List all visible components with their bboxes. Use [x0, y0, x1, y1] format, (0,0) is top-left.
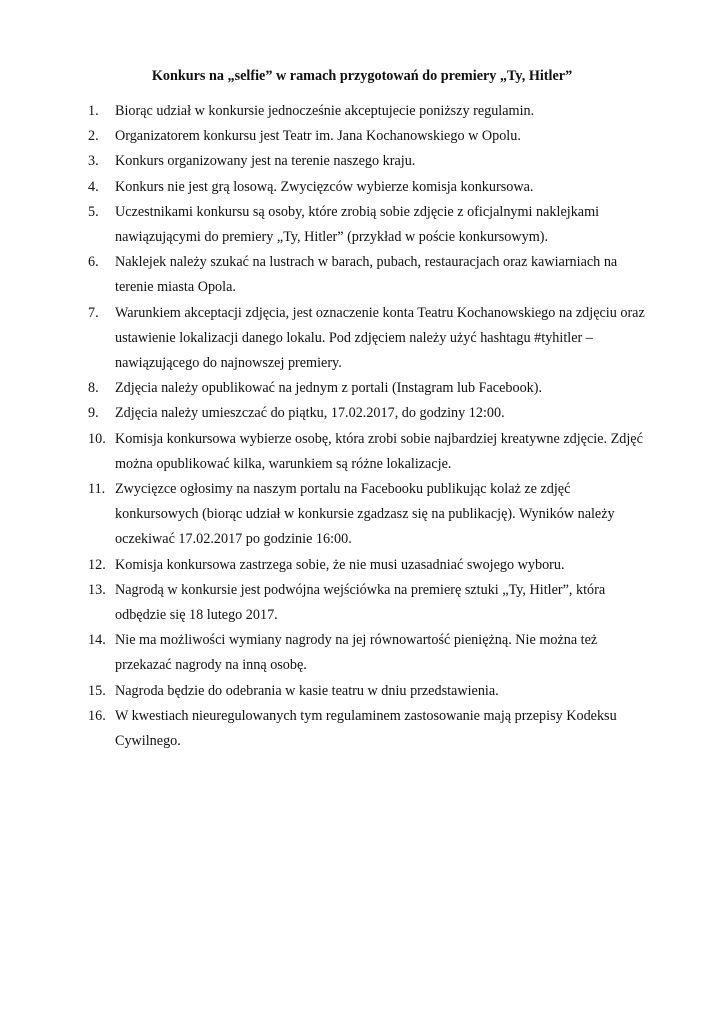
rule-number: 6.	[88, 254, 99, 271]
rule-text: Konkurs organizowany jest na terenie naszego kraju.	[115, 153, 416, 170]
rule-number: 8.	[88, 380, 99, 397]
rule-text: Uczestnikami konkursu są osoby, które zrobią sobie zdjęcie z oficjalnymi naklejkami nawiązującymi do premiery „Ty, Hitler” (przykład w poście konkursowym).	[115, 203, 600, 246]
rule-text: Komisja konkursowa wybierze osobę, która zrobi sobie najbardziej kreatywne zdjęcie. Zdjęć można opublikować kilka, warunkiem są różne lokalizacje.	[115, 430, 643, 472]
rule-number: 12.	[88, 556, 106, 573]
rule-text: Zdjęcia należy opublikować na jednym z portali (Instagram lub Facebook).	[115, 380, 543, 397]
rule-number: 5.	[88, 203, 99, 220]
rule-text: Konkurs nie jest grą losową. Zwycięzców wybierze komisja konkursowa.	[115, 178, 534, 195]
rule-item-7	[88, 301, 648, 377]
rule-item-5	[88, 200, 648, 250]
rule-number: 2.	[88, 128, 99, 145]
document-title: Konkurs na „selfie” w ramach przygotowań do premiery „Ty, Hitler”	[151, 68, 573, 84]
rule-item-6	[88, 250, 648, 300]
rule-number: 10.	[88, 430, 106, 447]
rule-item-8	[88, 376, 648, 401]
rule-number: 9.	[88, 405, 99, 422]
rule-number: 14.	[88, 632, 106, 649]
rule-text: Warunkiem akceptacji zdjęcia, jest oznaczenie konta Teatru Kochanowskiego na zdjęciu oraz ustawienie lokalizacji danego lokalu. Pod zdjęciem należy użyć hashtagu #tyhitler – nawiązującego do najnowszej premiery.	[115, 304, 645, 372]
rule-text: Zwycięzce ogłosimy na naszym portalu na Facebooku publikując kolaż ze zdjęć konkursowych (biorąc udział w konkursie zgadzasz się na publikację). Wyników należy oczekiwać 17.02.2017 po godzinie 16:00.	[115, 481, 615, 548]
rule-item-3	[88, 149, 648, 174]
rule-item-13	[88, 578, 648, 628]
rule-number: 4.	[88, 178, 99, 195]
rule-text: Nagroda będzie do odebrania w kasie teatru w dniu przedstawienia.	[115, 682, 499, 699]
rule-item-11	[88, 477, 648, 553]
rule-item-15	[88, 679, 648, 704]
rule-text: Nagrodą w konkursie jest podwójna wejściówka na premierę sztuki „Ty, Hitler”, która odbędzie się 18 lutego 2017.	[115, 581, 606, 624]
rule-item-9	[88, 401, 648, 426]
rule-number: 15.	[88, 682, 106, 699]
rule-number: 11.	[88, 481, 106, 498]
rule-item-16	[88, 704, 648, 754]
rule-number: 7.	[88, 304, 99, 321]
rule-number: 1.	[88, 103, 99, 119]
rule-item-10	[88, 427, 648, 477]
rule-text: Nie ma możliwości wymiany nagrody na jej równowartość pieniężną. Nie można też przekazać nagrody na inną osobę.	[115, 632, 598, 674]
rule-item-4	[88, 175, 648, 200]
rule-item-2	[88, 124, 648, 149]
rule-item-1	[88, 99, 648, 124]
rule-text: Zdjęcia należy umieszczać do piątku, 17.02.2017, do godziny 12:00.	[115, 405, 505, 422]
rule-number: 3.	[88, 153, 99, 170]
rule-text: Biorąc udział w konkursie jednocześnie akceptujecie poniższy regulamin.	[115, 103, 535, 119]
rule-item-12	[88, 553, 648, 578]
rule-text: Organizatorem konkursu jest Teatr im. Jana Kochanowskiego w Opolu.	[115, 128, 521, 145]
rule-text: Naklejek należy szukać na lustrach w barach, pubach, restauracjach oraz kawiarniach na terenie miasta Opola.	[115, 254, 618, 296]
rule-number: 16.	[88, 707, 106, 724]
rules-list	[88, 99, 648, 754]
rule-number: 13.	[88, 581, 106, 598]
rule-text: W kwestiach nieuregulowanych tym regulaminem zastosowanie mają przepisy Kodeksu Cywilnego.	[115, 707, 617, 750]
rule-item-14	[88, 628, 648, 678]
rule-text: Komisja konkursowa zastrzega sobie, że nie musi uzasadniać swojego wyboru.	[115, 556, 565, 573]
